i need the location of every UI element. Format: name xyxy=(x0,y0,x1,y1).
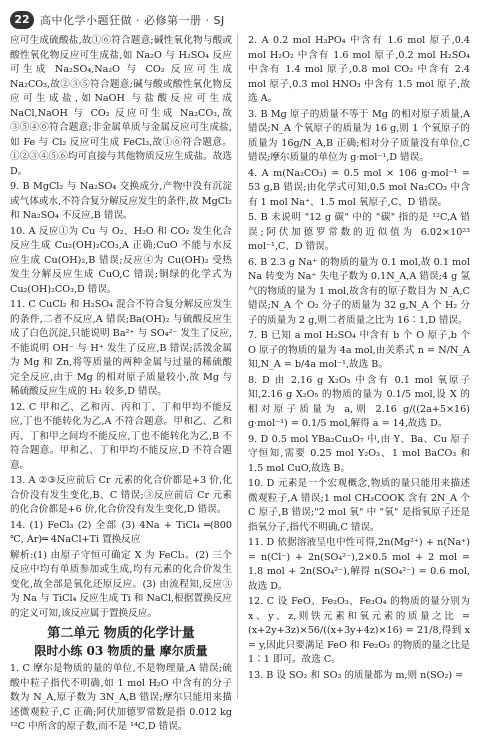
answer-2: 2. A 0.2 mol H₃PO₄ 中含有 1.6 mol 原子,0.4 mol H₂O₂ 中含有 1.6 mol 原子,0.2 mol H₂SO₄ 中含有 1.4 mol 原子,0.8 mol CO₂ 中含有 2.4 mol 原子,0.3 mol HNO₃ 中含有 1.5 mol 原子,故选 A。 xyxy=(248,35,470,104)
answer-3: 3. B Mg 原子的质量不等于 Mg 的相对原子质量,A 错误;N_A 个氧原子的质量为 16 g,则 1 个氧原子的质量为 16g/N_A,B 正确;相对分子质量没有单位,C 错误;摩尔质量的单位为 g·mol⁻¹,D 错误。 xyxy=(248,108,470,163)
answer-10b: 10. D 元素是一个宏观概念,物质的量只能用来描述微观粒子,A 错误;1 mol CH₃COOK 含有 2N_A 个 C 原子,B 错误;"2 mol 氧" 中 "氧" 是指氧原子还是指氧分子,指代不明确,C 错误。 xyxy=(248,478,470,533)
page-header xyxy=(10,10,470,32)
answer-5: 5. B 未说明 "12 g 碳" 中的 "碳" 指的是 ¹²C,A 错误;阿伏加德罗常数的近似值为 6.02×10²³ mol⁻¹,C、D 错误。 xyxy=(248,212,470,252)
answer-12: 12. C 甲和乙、乙和丙、丙和丁、丁和甲均不能反应,丁也不能转化为乙,A 不符合题意。甲和乙、乙和丙、丁和甲之间均不能反应,丁也不能转化为乙,B 不符合题意。甲和乙、丁和甲均不能反应,D 不符合题意。 xyxy=(10,401,232,471)
column-divider xyxy=(237,34,238,699)
answer-11: 11. C CuCl₂ 和 H₂SO₄ 混合不符合复分解反应发生的条件,二者不反应,A 错误;Ba(OH)₂ 与硫酸反应生成了白色沉淀,只能说明 Ba²⁺ 与 SO₄²⁻ 发生了反应,不能说明 OH⁻ 与 H⁺ 发生了反应,B 错误;活泼金属为 Mg 和 Zn,将等质量的两种金属与过量的稀硫酸完全反应,由于 Mg 的相对原子质量较小,故 Mg 与稀硫酸反应生成的 H₂ 较多,D 错误。 xyxy=(10,299,232,397)
answer-8: 8. D 由 2.16 g X₂O₅ 中含有 0.1 mol 氧原子知,2.16 g X₂O₅ 的物质的量为 0.1/5 mol,设 X 的相对原子质量为 a,则 2.16 g/((2a+5×16) g·mol⁻¹) = 0.1/5 mol,解得 a = 14,故选 D。 xyxy=(248,374,470,429)
analysis-paragraph: 解析:(1) 由原子守恒可确定 X 为 FeCl₃。(2) 三个反应中均有单质参加或生成,均有元素的化合价发生变化,故全部是氧化还原反应。(3) 由流程知,反应③为 Na 与 TiCl₄ 反应生成 Ti 和 NaCl,根据置换反应的定义可知,该反应属于置换反应。 xyxy=(10,549,232,619)
answer-9b: 9. D 0.5 mol YBa₂Cu₃O₇ 中,由 Y、Ba、Cu 原子守恒知,需要 0.25 mol Y₂O₃、1 mol BaCO₃ 和 1.5 mol CuO,故选 B。 xyxy=(248,433,470,474)
answer-4: 4. A m(Na₂CO₃) = 0.5 mol × 106 g·mol⁻¹ = 53 g,B 错误;由化学式可知,0.5 mol Na₂CO₃ 中含有 1 mol Na⁺、1.5 mol 氧原子,C、D 错误。 xyxy=(248,167,470,208)
answer-14: 14. (1) FeCl₃ (2) 全部 (3) 4Na + TiCl₄ ═(800 ℃, Ar)═ 4NaCl+Ti 置换反应 xyxy=(10,519,232,545)
answer-13: 13. A ②③反应前后 Cr 元素的化合价都是+3 价,化合价没有发生变化,B、C 错误;③反应前后 Cr 元素的化合价都是+6 价,化合价没有发生变化,D 错误。 xyxy=(10,475,232,515)
book-title: 高中化学小题狂做 · 必修第一册 · SJ xyxy=(40,14,225,27)
answer-6: 6. B 2.3 g Na⁺ 的物质的量为 0.1 mol,故 0.1 mol Na 转变为 Na⁺ 失电子数为 0.1N_A,A 错误;4 g 氢气的物质的量为 1 mol,故含有的原子数目为 N_A,C 错误;N_A 个 O₂ 分子的质量为 32 g,N_A 个 H₂ 分子的质量为 2 g,则二者质量之比为 16∶1,D 错误。 xyxy=(248,256,470,326)
left-column xyxy=(10,34,232,736)
right-column xyxy=(248,34,470,684)
unit-title: 第二单元 物质的化学计量 xyxy=(47,626,195,641)
page-number: 22 xyxy=(10,11,34,29)
answer-7: 7. B 已知 a mol H₂SO₄ 中含有 b 个 O 原子,b 个 O 原子的物质的量为 4a mol,由关系式 n = N/N_A 知,N_A = b/4a mol⁻¹,故选 B。 xyxy=(248,330,470,370)
answer-10: 10. A 反应①为 Cu 与 O₂、H₂O 和 CO₂ 发生化合反应生成 Cu₂(OH)₂CO₃,A 正确;CuO 不能与水反应生成 Cu(OH)₂,B 错误;反应④为 Cu(OH)₂ 受热发生分解反应生成 CuO,C 错误;铜绿的化学式为 Cu₂(OH)₂CO₃,D 错误。 xyxy=(10,225,232,295)
answer-paragraph: 应可生成硫酸盐,故①⑥符合题意;碱性氧化物与酸或酸性氧化物反应可生成盐,如 Na₂O 与 H₂SO₄ 反应可生成 Na₂SO₄,Na₂O 与 CO₂ 反应可生成 Na₂CO₃,故②③⑤符合题意;碱与酸或酸性氧化物反应可生成盐,如NaOH 与盐酸反应可生成 NaCl,NaOH 与 CO₂ 反应可生成 Na₂CO₃,故③⑤④⑥符合题意;非金属单质与金属反应可生成盐,如 Fe 与 Cl₂ 反应可生成 FeCl₃,故①⑥符合题意。①②③④⑤⑥均可直接与其他物质反应生成盐。故选 D。 xyxy=(10,35,232,177)
unit-subtitle: 限时小练 03 物质的量 摩尔质量 xyxy=(34,644,208,658)
answer-13b: 13. B 设 SO₂ 和 SO₃ 的质量都为 m,则 n(SO₂) = xyxy=(248,669,464,681)
answer-11b: 11. D 依据溶液呈电中性可得,2n(Mg²⁺) + n(Na⁺) = n(Cl⁻) + 2n(SO₄²⁻),2×0.5 mol + 2 mol = 1.8 mol + 2n(SO₄²⁻),解得 n(SO₄²⁻) = 0.6 mol,故选 D。 xyxy=(248,537,470,592)
answer-9: 9. B MgCl₂ 与 Na₂SO₄ 交换成分,产物中没有沉淀或气体或水,不符合复分解反应发生的条件,故 MgCl₂ 和 Na₂SO₄ 不反应,B 错误。 xyxy=(10,181,232,221)
answer-12b: 12. C 设 FeO、Fe₂O₃、Fe₃O₄ 的物质的量分别为 x、y、z,则铁元素和氧元素的质量之比 = (x+2y+3z)×56/((x+3y+4z)×16) = 21/8,得到 x = y,因此只要满足 FeO 和 Fe₂O₃ 的物质的量之比是 1∶1 即可。故选 C。 xyxy=(248,596,470,665)
answer-1: 1. C 摩尔是物质的量的单位,不是物理量,A 错误;硫酸中粒子指代不明确,如 1 mol H₂O 中含有的分子数为 N_A,原子数为 3N_A,B 错误;摩尔只能用来描述微观粒子,C 正确;阿伏加德罗常数是指 0.012 kg ¹²C 中所含的原子数,而不是 ¹⁴C,D 错误。 xyxy=(10,663,232,732)
